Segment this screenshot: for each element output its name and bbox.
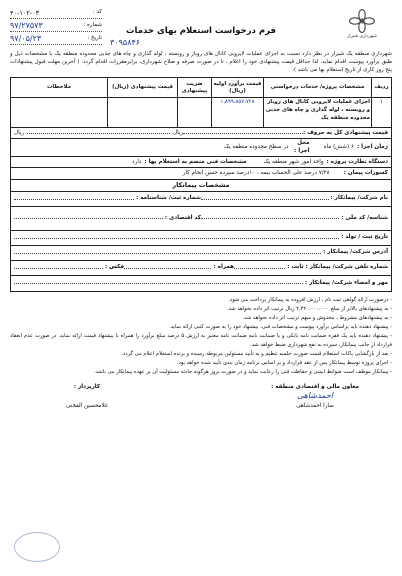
contractor-name-field[interactable]	[201, 199, 329, 200]
document-meta	[10, 8, 102, 47]
contractor-reg-field[interactable]	[14, 199, 134, 200]
intro-paragraph: شهرداری منطقه یک شیراز در نظر دارد نسبت به اجرای عملیات لایروبی کانال های روباز و روبسته ، لوله گذاری و چاه های جذبی محدوده منطقه یک با مشخصات ذیل و طبق برآورد پیوست اقدام نماید. لذا حداقل قیمت پیشنهادی خود را اعلام ، تا در صورت صرفه و صلاح شهرداری، برابرمقررات اقدام گردد. ( آخرین مهلت قبول پیشنهادات پنج روز کاری از تاریخ استعلام بها می باشد ).	[10, 51, 392, 74]
code-value: ۴۰-۱۰۲-۰۳	[10, 8, 40, 17]
signature-area	[10, 384, 392, 411]
contractor-id-field[interactable]	[201, 218, 339, 219]
list-item: - به پیشنهادهای مشروط ، مخدوش و مبهم ترتیب اثر داده نخواهد شد.	[242, 315, 392, 322]
contractor-stamp-label: مهر و امضاء شرکت/ پیمانکار :	[304, 279, 388, 286]
location-value: در سطح محدوده منطقه یک	[224, 144, 289, 151]
list-item: - بعد از بازگشایی پاکات استعلام قیمت صورت جلسه تنظیم و به تأیید مسئولین مربوطه رسیده و برنده استعلام اعلام می گردد.	[121, 350, 392, 357]
list-item: - درصورت ارائه گواهی ثبت نام ، ارزش افزوده به پیمانکار پرداخت می شود.	[228, 297, 392, 304]
contractor-birth-cell	[14, 234, 388, 242]
services-table	[10, 77, 392, 128]
total-label: قیمت پیشنهادی کل به حروف :	[303, 129, 388, 136]
contractor-fax-cell	[14, 264, 124, 272]
finance-signature: احمدشاهی	[296, 391, 334, 401]
contractor-reg-label: شماره ثبت/ شناسنامه :	[136, 195, 201, 202]
contractor-address-cell	[14, 249, 388, 257]
contractor-address-field[interactable]	[14, 253, 321, 254]
table-header-row	[11, 78, 392, 98]
contractor-birth-label: تاریخ ثبت / تولد :	[341, 234, 388, 241]
contractor-econ-field[interactable]	[14, 218, 163, 219]
procurement-signature	[32, 391, 142, 403]
code-label: کد :	[92, 9, 102, 16]
finance-name: سارا احمدشاهی	[296, 403, 334, 410]
contractor-phone-cell	[234, 264, 388, 272]
contractor-phone-row	[11, 261, 391, 276]
official-stamp	[14, 532, 60, 562]
col-notes: ملاحظات	[11, 78, 108, 98]
col-index: ردیف	[372, 78, 392, 98]
col-description: مشخصات پروژه/ خدمات درخواستی	[264, 78, 372, 98]
date-value: ۹۷/۰۵/۲۳	[10, 33, 42, 43]
handwritten-reference: ۳۰۹۵۸۴۶	[110, 38, 141, 47]
row-index: ۱	[372, 98, 392, 128]
total-digits-field[interactable]	[27, 133, 170, 134]
total-words-field[interactable]	[183, 133, 303, 134]
contractor-name-row	[11, 192, 391, 207]
total-currency-2: ریال	[14, 129, 25, 136]
terms-list	[10, 296, 392, 376]
contractor-name-label: نام شرکت/ پیمانکار :	[330, 195, 388, 202]
contractor-stamp-cell	[14, 280, 388, 288]
signature-procurement	[32, 384, 142, 411]
contractor-mobile-field[interactable]	[124, 268, 211, 269]
contractor-address-label: آدرس شرکت/ پیمانکار :	[323, 249, 388, 256]
duration-row	[11, 139, 391, 157]
list-item: - به پیشنهادهای بالاتر از مبلغ ۲،۴۲۰،۰۰۰،۰۰۰ ریال ترتیب اثر داده نخواهد شد.	[226, 306, 392, 313]
row-price-field[interactable]	[108, 98, 178, 128]
form-header	[10, 8, 392, 48]
total-row	[11, 128, 391, 139]
list-item: - پیمانکار موظف است ضوابط ایمنی و حفاظت فنی را رعایت نماید و در صورت بروز هرگونه حادثه مسئولیت آن بر عهده پیمانکار می باشد.	[94, 368, 392, 375]
col-coef: ضریب پیشنهادی	[178, 78, 212, 98]
procurement-name: غلامحسین الفخنی	[66, 403, 108, 410]
row-note-field[interactable]	[11, 98, 108, 128]
date-label: تاریخ :	[87, 35, 102, 42]
contractor-econ-cell	[14, 215, 201, 223]
location-label: محل اجرا :	[294, 140, 310, 154]
contractor-mobile-label: همراه :	[213, 264, 234, 271]
contractor-mobile-cell	[124, 264, 234, 272]
signature-finance	[260, 384, 370, 411]
number-row	[10, 21, 102, 32]
contractor-id-label: شناسه/ کد ملی :	[341, 214, 388, 221]
tech-spec-value: دارد	[132, 158, 142, 165]
contractor-fax-label: فکس :	[104, 264, 124, 271]
logo-caption: شهرداری شیراز	[347, 34, 377, 39]
deductions-row	[11, 168, 391, 179]
contractor-stamp-row	[11, 276, 391, 291]
row-estimate: ۱،۸۹۹،۸۵۷،۷۲۸	[212, 98, 264, 128]
contractor-id-cell	[201, 215, 388, 223]
contractor-reg-cell	[14, 195, 201, 203]
finance-label: معاون مالی و اقتصادی منطقه :	[271, 383, 359, 390]
col-price: قیمت پیشنهادی (ریال)	[108, 78, 178, 98]
procurement-label: کارپرداز :	[73, 383, 101, 390]
contractor-section-title: مشخصات پیمانکار	[10, 180, 392, 192]
contractor-box	[10, 192, 392, 292]
duration-label: زمان اجرا :	[356, 144, 388, 151]
contractor-stamp-field[interactable]	[14, 283, 303, 284]
total-currency: ریال	[173, 129, 184, 136]
contractor-id-row	[11, 207, 391, 231]
deductions-label: کسورات پیمان :	[343, 170, 388, 177]
deductions-value: ۷/۲۸ درصد علی الحساب بیمه ، ۱۰درصد سپرده حسن انجام کار	[182, 170, 330, 177]
page-title: فرم درخواست استعلام بهای خدمات	[126, 26, 276, 36]
contractor-fax-field[interactable]	[14, 268, 103, 269]
contractor-birth-field[interactable]	[14, 238, 339, 239]
date-row	[10, 34, 102, 45]
contractor-phone-field[interactable]	[234, 268, 285, 269]
code-row	[10, 8, 102, 19]
tech-spec-label: مشخصات فنی منضم به استعلام بها :	[144, 158, 247, 165]
supervision-row	[11, 157, 391, 168]
number-label: شماره :	[83, 22, 102, 29]
list-item: - اجرای پروژه توسط پیمانکار پس از عقد قرارداد و بر اساس برنامه زمان بندی تأیید شده خواهد بود.	[176, 359, 392, 366]
contractor-birth-row	[11, 231, 391, 246]
supervision-label: دستگاه نظارت پروژه :	[326, 158, 388, 165]
col-estimate: قیمت برآورد اولیه (ریال)	[212, 78, 264, 98]
info-box	[10, 128, 392, 180]
table-row	[11, 98, 392, 128]
row-description: اجرای عملیات لایروبی کانال های روباز و روبسته ، لوله گذاری و چاه های جذبی محدوده منطقه یک	[264, 98, 372, 128]
contractor-name-cell	[201, 195, 388, 203]
duration-value: ۶ (شش) ماه	[323, 144, 354, 151]
list-item: - پیشنهاد دهنده باید یک فقره ضمانت نامه بانکی و یا ضمانت نامه ضمانت نامه معتبر به ارزش ۵ درصد مبلغ برآورد را همراه با پیشنهاد قیمت ارائه نماید. در صورت عدم انعقاد قرارداد از جانب پیمانکار، سپرده به نفع شهرداری ضبط خواهد شد.	[10, 333, 392, 348]
contractor-address-row	[11, 246, 391, 261]
number-value: ۹۷/۲۷۵۷۳	[10, 20, 43, 30]
contractor-phone-label: شماره تلفن شرکت/ پیمانکار : ثابت :	[287, 264, 388, 271]
supervision-value: واحد امور شهر منطقه یک	[263, 158, 324, 165]
row-coef-field[interactable]	[178, 98, 212, 128]
list-item: - پیشنهاد دهنده باید براساس برآورد پیوست و مشخصات فنی، پیشنهاد خود را به صورت کتبی ارائه نماید.	[169, 324, 392, 331]
contractor-econ-label: کد اقتصادی :	[164, 214, 201, 221]
